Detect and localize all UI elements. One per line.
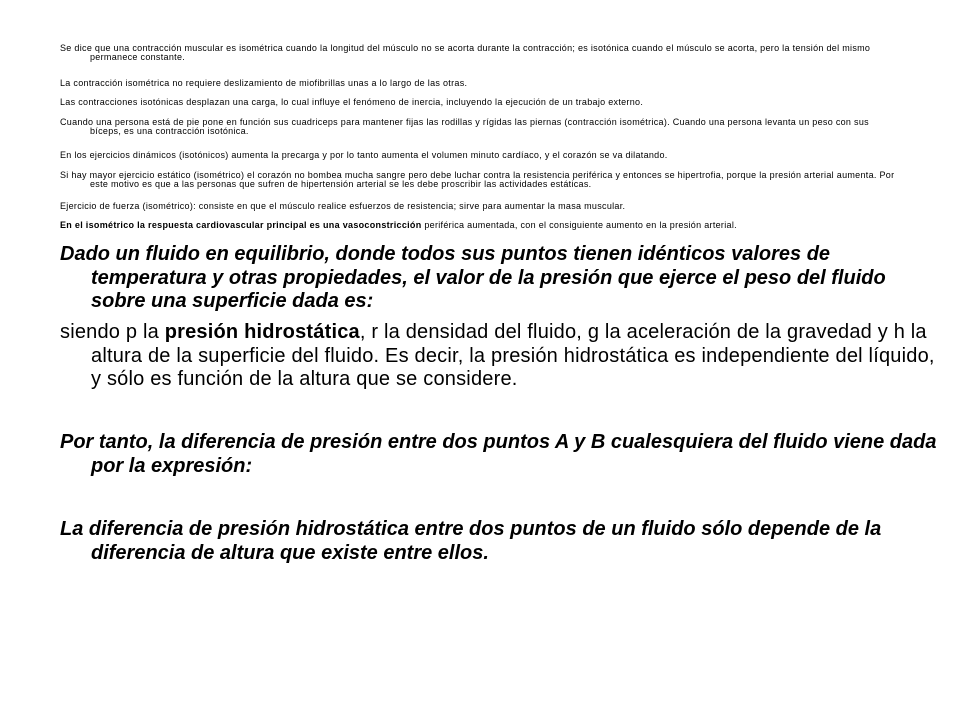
note-paragraph-4 <box>60 118 900 136</box>
note-paragraph-5 <box>60 151 900 160</box>
note-text: Las contracciones isotónicas desplazan una carga, lo cual influye el fenómeno de inercia, incluyendo la ejecución de un trabajo externo. <box>60 97 644 107</box>
note-paragraph-6 <box>60 171 900 189</box>
note-paragraph-1 <box>60 44 900 62</box>
note-paragraph-3 <box>60 98 900 107</box>
note-text: La contracción isométrica no requiere deslizamiento de miofibrillas unas a lo largo de las otras. <box>60 78 468 88</box>
hydrostatic-pressure-paragraph <box>60 321 941 392</box>
note-text: periférica aumentada, con el consiguiente aumento en la presión arterial. <box>421 220 737 230</box>
note-bold-text: En el isométrico la respuesta cardiovascular principal es una vasoconstricción <box>60 220 422 230</box>
para2-after: , r la densidad del fluido, g la aceleración de la gravedad y h la altura de la superficie del fluido. Es decir, la presión hidrostática es independiente del líquido, y sólo es función de la altura que se considere. <box>91 321 935 390</box>
note-text-wrapper <box>60 221 900 230</box>
note-text: En los ejercicios dinámicos (isotónicos) aumenta la precarga y por lo tanto aumenta el volumen minuto cardíaco, y el corazón se va dilatando. <box>60 150 668 160</box>
conclusion-paragraph: La diferencia de presión hidrostática entre dos puntos de un fluido sólo depende de la diferencia de altura que existe entre ellos. <box>60 518 882 564</box>
note-paragraph-2 <box>60 79 900 88</box>
fluid-equilibrium-paragraph: Dado un fluido en equilibrio, donde todos sus puntos tienen idénticos valores de temperatura y otras propiedades, el valor de la presión que ejerce el peso del fluido sobre una superficie dada es: <box>60 243 886 312</box>
hydrostatic-pressure-term: presión hidrostática <box>164 321 360 343</box>
note-text: Se dice que una contracción muscular es isométrica cuando la longitud del músculo no se acorta durante la contracción; es isotónica cuando el músculo se acorta, pero la tensión del mismo permanece constante. <box>60 43 871 62</box>
note-text: Ejercicio de fuerza (isométrico): consiste en que el músculo realice esfuerzos de resistencia; sirve para aumentar la masa muscular. <box>60 201 626 211</box>
pressure-difference-paragraph: Por tanto, la diferencia de presión entre dos puntos A y B cualesquiera del fluido viene dada por la expresión: <box>60 431 937 477</box>
note-text: Si hay mayor ejercicio estático (isométrico) el corazón no bombea mucha sangre pero debe luchar contra la resistencia periférica y entonces se hipertrofia, porque la presión arterial aumenta. Por este motivo es que a las personas que sufren de hipertensión arterial se les debe proscribir las actividades estáticas. <box>60 170 895 189</box>
note-paragraph-7 <box>60 202 900 211</box>
note-paragraph-8 <box>60 221 900 230</box>
para2-before: siendo p la <box>60 321 165 343</box>
note-text: Cuando una persona está de pie pone en función sus cuadriceps para mantener fijas las rodillas y rígidas las piernas (contracción isométrica). Cuando una persona levanta un peso con sus bíceps, es una contracción isotónica. <box>60 117 869 136</box>
